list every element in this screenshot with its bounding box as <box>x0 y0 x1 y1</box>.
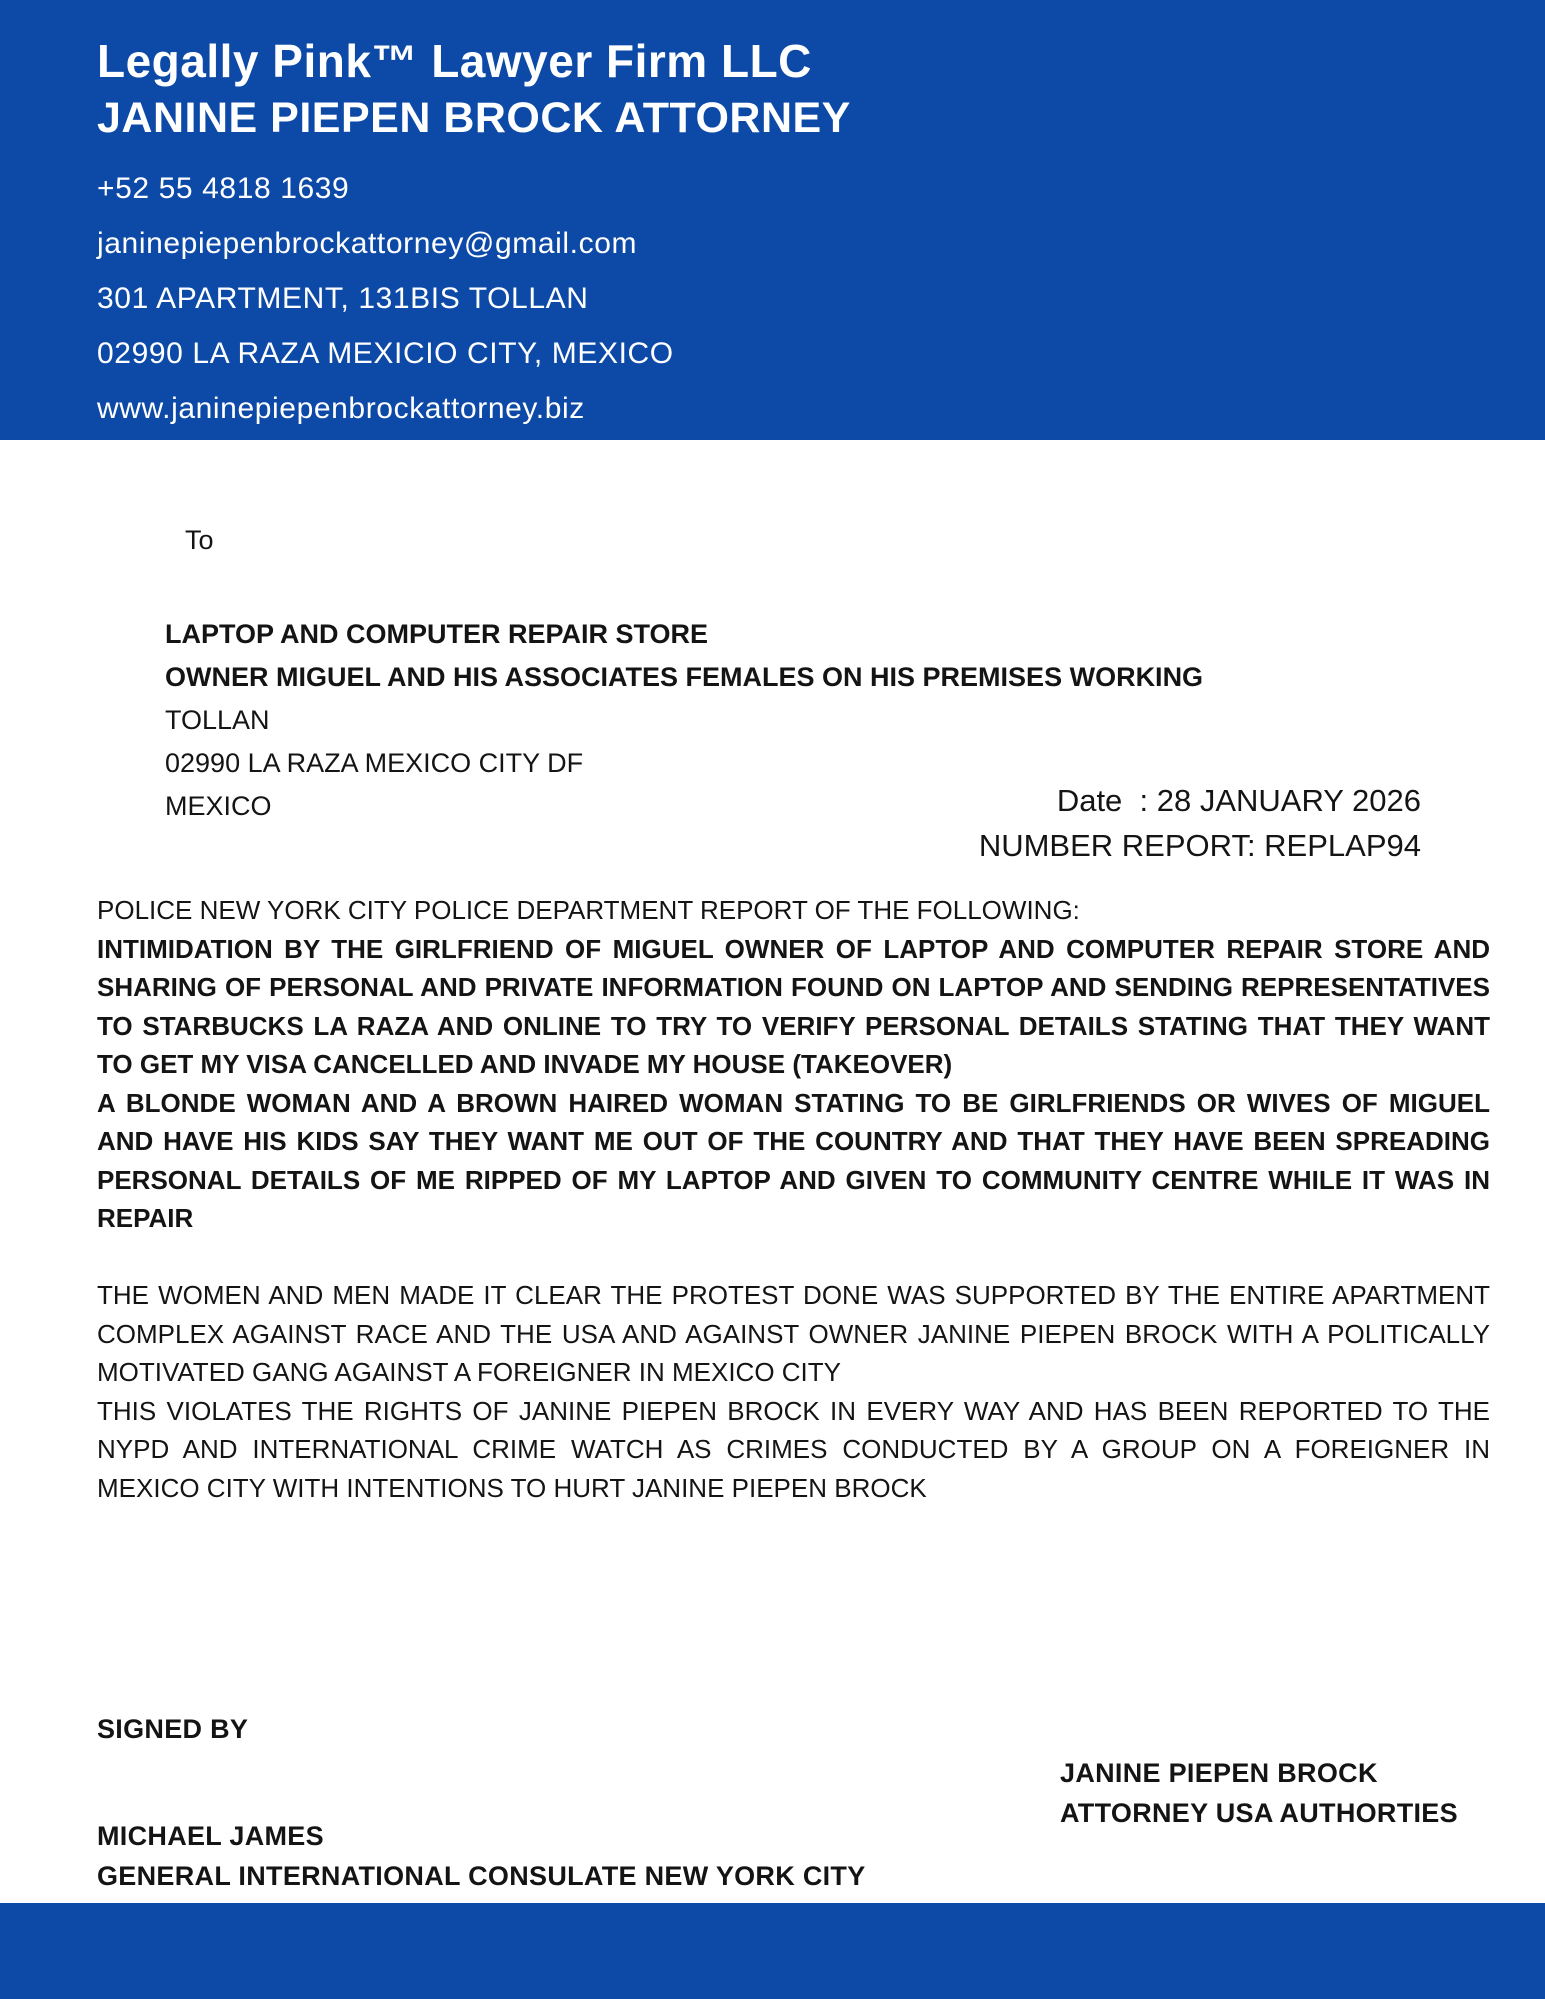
phone-number: +52 55 4818 1639 <box>97 172 350 205</box>
letter-body <box>97 891 1490 1507</box>
email-address: janinepiepenbrockattorney@gmail.com <box>97 227 638 260</box>
address-line-2: 02990 LA RAZA MEXICIO CITY, MEXICO <box>97 337 674 370</box>
recipient-address-line-2: 02990 LA RAZA MEXICO CITY DF <box>165 748 584 778</box>
recipient-address-line-3: MEXICO <box>165 791 272 821</box>
to-label: To <box>185 525 214 555</box>
body-bold-paragraph-2: A BLONDE WOMAN AND A BROWN HAIRED WOMAN STATING TO BE GIRLFRIENDS OR WIVES OF MIGUEL AND HAVE HIS KIDS SAY THEY WANT ME OUT OF THE COUNTRY AND THAT THEY HAVE BEEN SPREADING PERSONAL DETAILS OF ME RIPPED OF MY LAPTOP AND GIVEN TO COMMUNITY CENTRE WHILE IT WAS IN REPAIR <box>97 1087 1490 1233</box>
body-paragraph-4: THIS VIOLATES THE RIGHTS OF JANINE PIEPEN BROCK IN EVERY WAY AND HAS BEEN REPORTED TO THE NYPD AND INTERNATIONAL CRIME WATCH AS CRIMES CONDUCTED BY A GROUP ON A FOREIGNER IN MEXICO CITY WITH INTENTIONS TO HURT JANINE PIEPEN BROCK <box>97 1395 1490 1503</box>
recipient-name-line-1: LAPTOP AND COMPUTER REPAIR STORE <box>165 619 709 649</box>
recipient-name-line-2: OWNER MIGUEL AND HIS ASSOCIATES FEMALES ON HIS PREMISES WORKING <box>165 662 1204 692</box>
signed-by-label: SIGNED BY <box>97 1714 249 1744</box>
letterhead-contact <box>97 161 1505 436</box>
website-url: www.janinepiepenbrockattorney.biz <box>97 392 585 425</box>
body-bold-paragraph-1: INTIMIDATION BY THE GIRLFRIEND OF MIGUEL OWNER OF LAPTOP AND COMPUTER REPAIR STORE AND SHARING OF PERSONAL AND PRIVATE INFORMATION FOUND ON LAPTOP AND SENDING REPRESENTATIVES TO STARBUCKS LA RAZA AND ONLINE TO TRY TO VERIFY PERSONAL DETAILS STATING THAT THEY WANT TO GET MY VISA CANCELLED AND INVADE MY HOUSE (TAKEOVER) <box>97 933 1490 1079</box>
report-number-line: NUMBER REPORT: REPLAP94 <box>978 828 1421 863</box>
body-paragraph-3: THE WOMEN AND MEN MADE IT CLEAR THE PROTEST DONE WAS SUPPORTED BY THE ENTIRE APARTMENT COMPLEX AGAINST RACE AND THE USA AND AGAINST OWNER JANINE PIEPEN BROCK WITH A POLITICALLY MOTIVATED GANG AGAINST A FOREIGNER IN MEXICO CITY <box>97 1280 1490 1387</box>
address-line-1: 301 APARTMENT, 131BIS TOLLAN <box>97 282 589 315</box>
signature-left-title: GENERAL INTERNATIONAL CONSULATE NEW YORK CITY <box>97 1861 866 1891</box>
meta-block <box>979 778 1421 868</box>
body-intro-line: POLICE NEW YORK CITY POLICE DEPARTMENT REPORT OF THE FOLLOWING: <box>97 895 1080 925</box>
firm-name: Legally Pink™ Lawyer Firm LLC <box>97 35 812 87</box>
signature-right-block <box>1060 1753 1458 1833</box>
signature-right-title: ATTORNEY USA AUTHORTIES <box>1060 1798 1458 1828</box>
date-line: Date : 28 JANUARY 2026 <box>1056 783 1421 818</box>
attorney-name: JANINE PIEPEN BROCK ATTORNEY <box>97 94 851 142</box>
signature-left-name: MICHAEL JAMES <box>97 1821 324 1851</box>
recipient-address-line-1: TOLLAN <box>165 705 270 735</box>
signature-right-name: JANINE PIEPEN BROCK <box>1060 1758 1378 1788</box>
footer-bar <box>0 1903 1545 1999</box>
signature-left-block <box>97 1816 866 1896</box>
letterhead <box>0 0 1545 440</box>
